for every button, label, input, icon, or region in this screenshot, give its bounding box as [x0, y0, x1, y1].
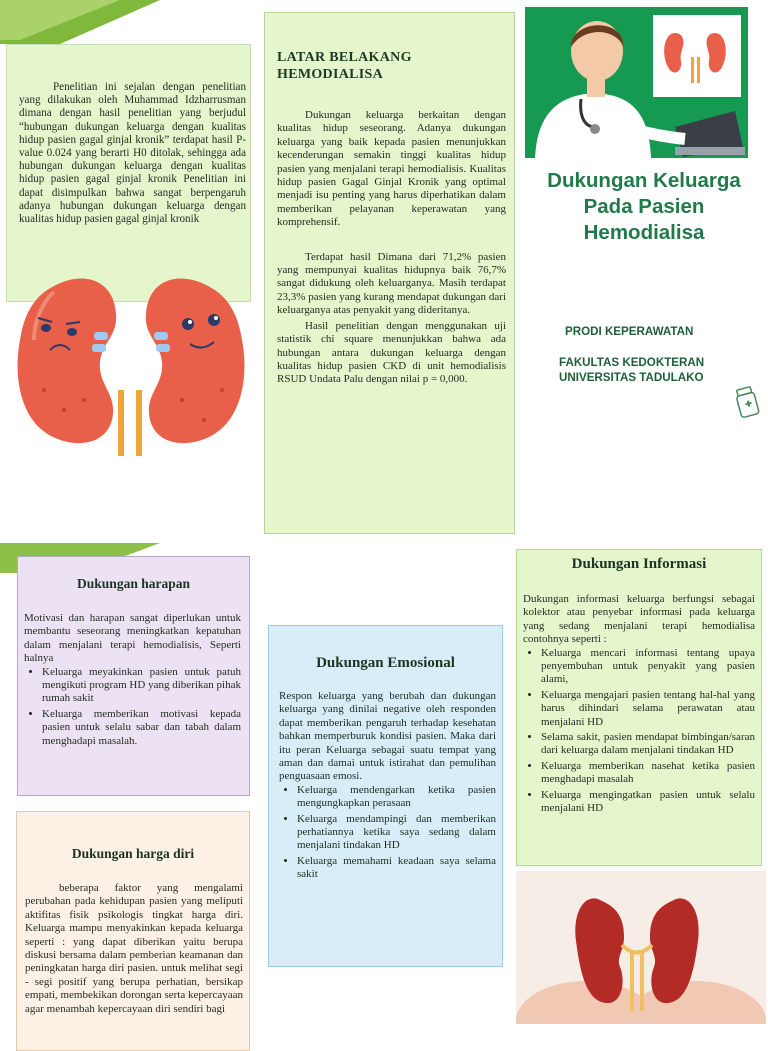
- harga-diri-panel: [16, 811, 250, 1051]
- top-left-ribbon: [0, 0, 160, 44]
- cover-title-line-3: Hemodialisa: [583, 221, 705, 244]
- latar-belakang-panel: [264, 12, 515, 534]
- harapan-intro: Motivasi dan harapan sangat diperlukan untuk membantu seseorang meningkatkan kepatuhan dalam menjalani terapi hemodialisis, Seperti halnya: [24, 612, 241, 665]
- informasi-heading: Dukungan Informasi: [571, 556, 707, 572]
- list-item: • Keluarga memberikan motivasi kepada pasien untuk selalu sabar dan tabah dalam menghadapi masalah.: [42, 708, 241, 748]
- harga-heading: Dukungan harga diri: [71, 846, 195, 861]
- cover-title-line-1: Dukungan Keluarga: [547, 169, 741, 192]
- sad-kidney-icon: [18, 279, 117, 444]
- list-item: • Keluarga memahami keadaan saya selama sakit: [297, 855, 496, 882]
- fakultas-label: FAKULTAS KEDOKTERAN: [559, 356, 705, 369]
- harapan-list: [24, 666, 241, 748]
- list-item: • Keluarga meyakinkan pasien untuk patuh mengikuti program HD yang diberikan pihak rumah sakit: [42, 666, 241, 706]
- emosional-panel: [268, 625, 503, 967]
- informasi-intro: Dukungan informasi keluarga berfungsi sebagai kolektor atau penyebar informasi pada keluarga yang sedang menjalani terapi hemodialisa contohnya seperti :: [523, 593, 755, 646]
- list-item: • Keluarga mengingatkan pasien untuk selalu menjalani HD: [541, 789, 755, 816]
- prodi-label: PRODI KEPERAWATAN: [565, 325, 694, 338]
- medicine-bottle-icon: [734, 386, 760, 418]
- emosional-list: [279, 784, 496, 882]
- harapan-heading: Dukungan harapan: [77, 576, 190, 591]
- list-item: • Selama sakit, pasien mendapat bimbingan/saran dari keluarga dalam menjalani tindakan HD: [541, 731, 755, 758]
- list-item: • Keluarga memberikan nasehat ketika pasien menghadapi masalah: [541, 760, 755, 787]
- list-item: • Keluarga mendengarkan ketika pasien mengungkapkan perasaan: [297, 784, 496, 811]
- happy-kidney-icon: [146, 279, 245, 444]
- cover-title: [520, 168, 768, 246]
- universitas-label: UNIVERSITAS TADULAKO: [559, 371, 704, 384]
- list-item: • Keluarga mencari informasi tentang upaya penyembuhan untuk penyakit yang pasien alami,: [541, 647, 755, 687]
- harga-text: beberapa faktor yang mengalami perubahan pada kehidupan pasien yang meliputi aktifitas fisik psikologis tingkat harga diri. Keluarga mampu menyakinkan kepada keluarga seperti : yang dapat diberikan yaitu berupa diskusi bersama dalam pemberian keamanan dan peningkatan harga diri pasien. untuk melihat segi - segi positif yang berupa perhatian, bersikap empati, membekikan dorongan serta kepercayaan agar menambah kepercayaan diri sendiri bagi: [25, 882, 243, 1015]
- emosional-heading: Dukungan Emosional: [316, 655, 455, 671]
- cover-title-line-2: Pada Pasien: [583, 195, 705, 218]
- intro-panel: [6, 44, 251, 302]
- kidney-photo: [516, 871, 766, 1024]
- harapan-panel: [17, 556, 250, 796]
- list-item: • Keluarga mengajari pasien tentang hal-hal yang harus dihindari selama perawatan atau menjalani HD: [541, 689, 755, 729]
- latar-heading: LATAR BELAKANG HEMODIALISA: [277, 50, 412, 82]
- list-item: • Keluarga mendampingi dan memberikan perhatiannya ketika saya sedang dalam menjalani tindakan HD: [297, 813, 496, 853]
- informasi-list: [523, 647, 755, 816]
- ureter-right: [136, 390, 142, 456]
- doctor-illustration: [525, 7, 748, 158]
- ureter-left: [118, 390, 124, 456]
- latar-paragraph-2: Terdapat hasil Dimana dari 71,2% pasien yang mempunyai kualitas hidupnya baik 76,7% sangat didukung oleh keluarganya. Masih terdapat 23,3% pasien yang kurang mendapat dukungan dari keluarganya atas penyakit yang dideritanya.: [277, 250, 506, 317]
- latar-paragraph-1: Dukungan keluarga berkaitan dengan kualitas hidup seseorang. Adanya dukungan keluarga yang baik kepada pasien menunjukkan kecenderungan semakin tinggi kualitas hidup pasien yang menjalani terapi hemodialisis. Kualitas hidup pasien Gagal Ginjal Kronik yang optimal menjadi isu penting yang harus diperhatikan dalam memberikan pelayanan keperawatan yang komprehensif.: [277, 109, 506, 229]
- intro-text: Penelitian ini sejalan dengan penelitian yang dilakukan oleh Muhammad Idzharrusman dimana dengan hasil penelitian yang berjudul “hubungan dukungan keluarga dengan kualitas hidup pasien gagal ginjal kronik” terdapat hasil P-value 0.024 yang berarti H0 ditolak, sehingga ada hubungan dukungan keluarga dengan kualitas hidup pasien gagal ginjal kronik Penelitian ini dapat disimpulkan bahwa sangat berpengaruh adanya hubungan dukungan keluarga dengan kualitas hidup pasien gagal ginjal kronik: [19, 81, 246, 226]
- latar-paragraph-3: Hasil penelitian dengan menggunakan uji statistik chi square menunjukkan bahwa ada hubungan antara dukungan keluarga dengan kualitas hidup pasien CKD di unit hemodialisis RSUD Undata Palu dengan nilai p = 0,000.: [277, 319, 506, 386]
- kidney-cartoon: [14, 270, 248, 456]
- informasi-panel: [516, 549, 762, 866]
- emosional-intro: Respon keluarga yang berubah dan dukungan keluarga yang dinilai negative oleh responden dapat memberikan pengaruh terhadap kesehatan bahkan memperburuk kondisi pasien. Maka dari itu peran Keluarga sebagai suatu tempat yang aman dan damai untuk istirahat dan pemulihan penguasaan emosi.: [279, 690, 496, 783]
